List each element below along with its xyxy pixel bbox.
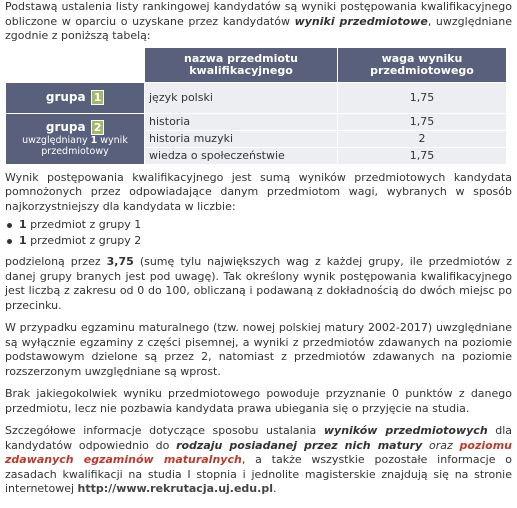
group-1-badge: 1 <box>91 90 104 105</box>
details-paragraph <box>5 424 512 497</box>
divisor-paragraph <box>5 255 512 313</box>
group-2-badge: 2 <box>91 120 104 135</box>
formula-paragraph: Wynik postępowania kwalifikacyjnego jest sumą wyników przedmiotowych kandydata pomnożonych przez odpowiadające danym przedmiotom wagi, wybranych w sposób najkorzystniejszy dla kandydata w liczbie: <box>5 170 512 213</box>
header-subject-name: nazwa przedmiotu kwalifikacyjnego <box>145 48 337 82</box>
subject-weight: 1,75 <box>338 148 506 164</box>
ranking-table <box>5 47 507 165</box>
subject-weight: 1,75 <box>338 83 506 113</box>
divisor-text: podzieloną przez <box>5 255 107 268</box>
group-2-note <box>6 135 144 157</box>
subject-name: historia muzyki <box>145 131 337 147</box>
note-count: 1 <box>90 135 98 147</box>
group-2-cell <box>6 114 144 164</box>
subject-name: historia <box>145 114 337 130</box>
table-corner <box>6 48 144 82</box>
group-1-label: grupa <box>45 89 86 104</box>
intro-emphasis: wyniki przedmiotowe <box>294 14 428 28</box>
note-text: uwzględniany <box>22 135 91 147</box>
intro-paragraph <box>5 0 512 44</box>
table-row <box>6 114 506 130</box>
missing-result-paragraph: Brak jakiegokolwiek wyniku przedmiotowego powoduje przyznanie 0 punktów z danego przedmiotu, lecz nie pozbawia kandydata prawa ubiegania się o przyjęcie na studia. <box>5 387 512 415</box>
table-header-row <box>6 48 506 82</box>
matura-paragraph: W przypadku egzaminu maturalnego (tzw. nowej polskiej matury 2002-2017) uwzględniane są wyłącznie egzaminy z części pisemnej, a wyniki z przedmiotów zdawanych na poziomie podstawowym dzielone są przez 2, natomiast z przedmiotów zdawanych na poziomie rozszerzonym uwzględniane są wprost. <box>5 321 512 378</box>
list-item-text: przedmiot z grupy 2 <box>26 234 142 247</box>
header-weight: waga wyniku przedmiotowego <box>338 48 506 82</box>
subject-count-list <box>5 217 512 249</box>
subject-name: wiedza o społeczeństwie <box>145 148 337 164</box>
bullet-icon <box>7 239 12 244</box>
intro-text-end: , uwzględniane zgodnie z poniższą tabelą: <box>5 14 512 42</box>
note-text-end: wynik przedmiotowy <box>41 135 128 158</box>
list-item-count: 1 <box>19 218 27 231</box>
subject-weight: 1,75 <box>338 114 506 130</box>
list-item-count: 1 <box>19 234 27 247</box>
list-item <box>19 217 512 233</box>
details-emphasis-red: poziomu zdawanych egzaminów maturalnych <box>5 438 512 466</box>
details-emphasis: wyników przedmiotowych <box>323 424 488 437</box>
intro-text: Podstawą ustalenia listy rankingowej kandydatów są wyniki postępowania kwalifikacyjnego obliczone w oparciu o uzyskane przez kandydatów <box>5 0 512 28</box>
recruitment-website-link[interactable]: http://www.rekrutacja.uj.edu.pl <box>77 482 273 495</box>
details-text: Szczegółowe informacje dotyczące sposobu ustalania <box>5 424 324 437</box>
subject-weight: 2 <box>338 131 506 147</box>
subject-name: język polski <box>145 83 337 113</box>
details-text: oraz <box>422 438 460 452</box>
details-text: dla kandydatów odpowiednio do <box>5 424 512 452</box>
details-emphasis: rodzaju posiadanej przez nich matury <box>176 438 423 452</box>
details-text-end: . <box>272 482 277 495</box>
list-item <box>19 233 512 249</box>
table-row <box>6 83 506 113</box>
group-2-label: grupa <box>45 119 86 134</box>
divisor-text-end: (sumę tylu największych wag z każdej grupy, ile przedmiotów z danej grupy branych jest pod uwagę). Tak określony wynik postępowania kwalifikacyjnego jest liczbą z zakresu od 0 do 100, obliczaną i podawaną z dokładnością do dwóch miejsc po przecinku. <box>5 255 512 312</box>
divisor-value: 3,75 <box>106 255 134 268</box>
bullet-icon <box>7 223 12 228</box>
list-item-text: przedmiot z grupy 1 <box>26 218 142 231</box>
group-1-cell <box>6 83 144 113</box>
details-text: , a także wszystkie pozostałe informacje o zasadach kwalifikacji na studia I stopnia i jednolite magisterskie znajdują się na stronie internetowej <box>5 453 513 495</box>
